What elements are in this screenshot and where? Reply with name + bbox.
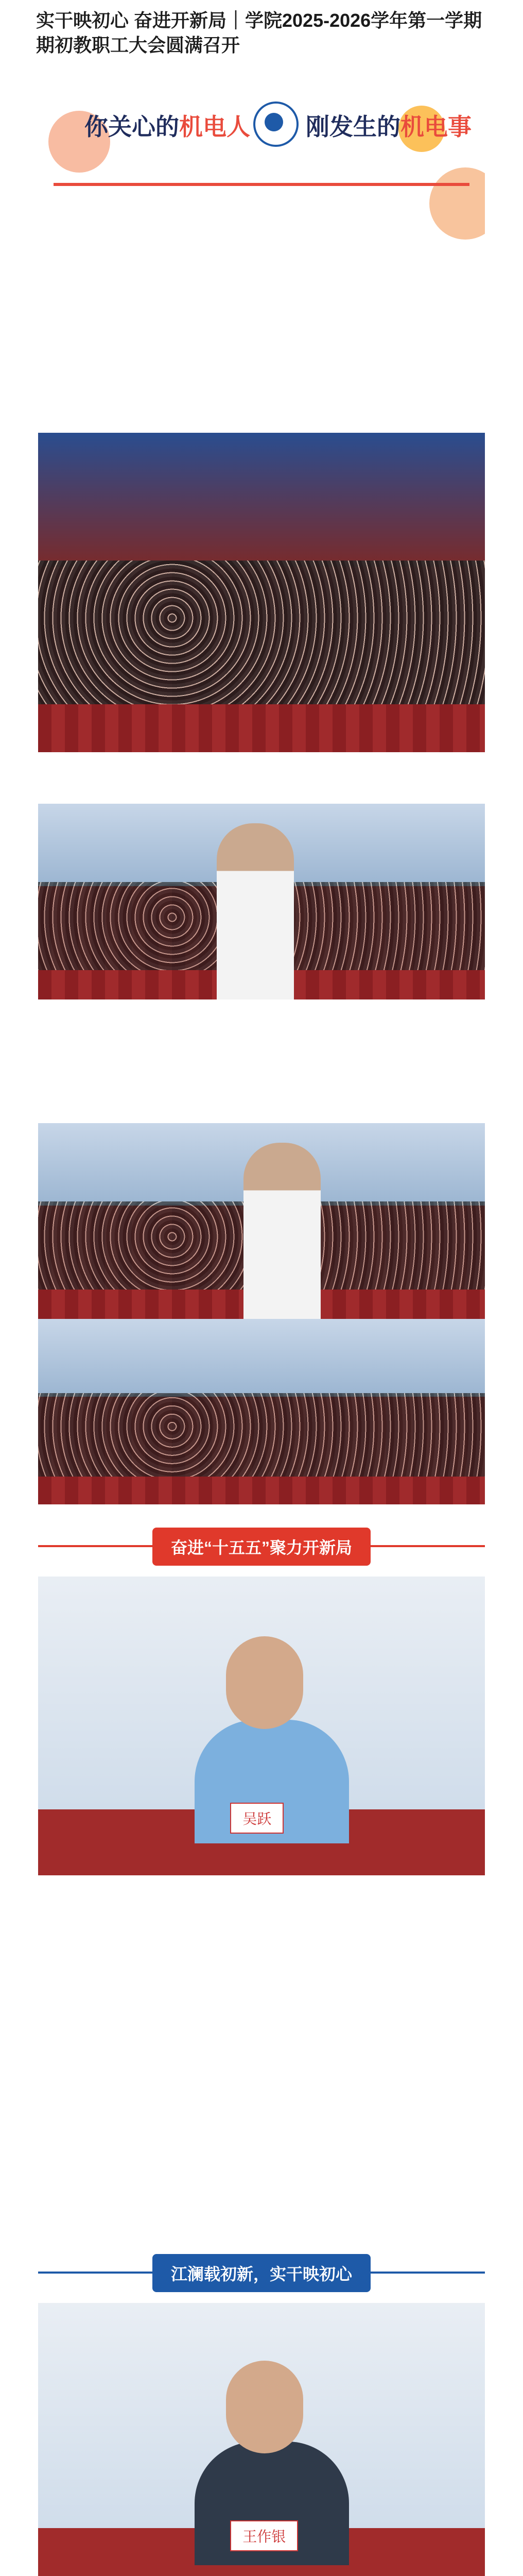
person-figure [217,823,294,999]
photo-auditorium [38,433,485,752]
photo-audience [38,804,485,999]
speaker-nameplate: 王作银 [230,2520,298,2551]
photo-audience [38,1123,485,1319]
photo-speaker [38,2303,485,2576]
decor-circle [429,167,485,240]
section-header [38,2254,485,2292]
article-meta [36,61,81,75]
photo-speaker [38,1577,485,1875]
person-figure [243,1143,321,1319]
school-logo-icon [253,101,299,147]
banner-left-text: 你关心的机电人 [84,113,250,140]
speaker-nameplate: 吴跃 [230,1803,284,1834]
section-title: 江澜载初新，实干映初心 [152,2254,371,2292]
section-header [38,1528,485,1566]
photo-audience [38,1319,485,1504]
section-title: 奋进“十五五”聚力开新局 [152,1528,371,1566]
banner-divider [54,183,469,186]
banner-right-text: 刚发生的机电事 [306,113,472,140]
article-title: 实干映初心 奋进开新局｜学院2025-2026学年第一学期期初教职工大会圆满召开 [36,10,482,56]
header-banner [38,90,485,265]
